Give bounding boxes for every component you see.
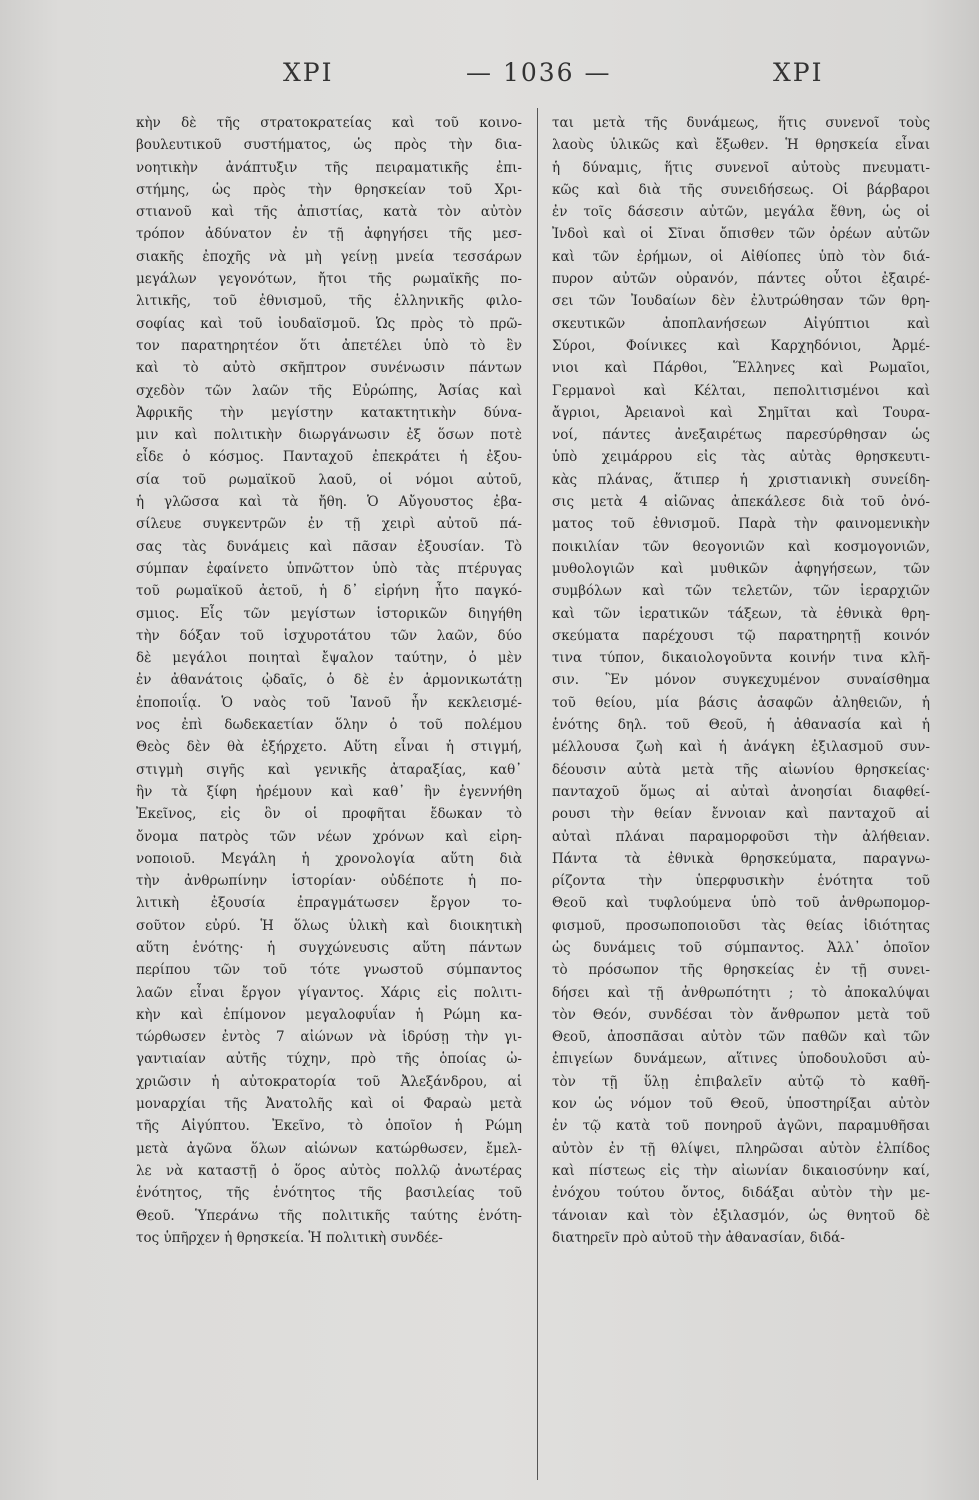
text-line: Θεὸς δὲν θὰ ἐξήρχετο. Αὕτη εἶναι ἡ στιγμή,	[136, 739, 522, 756]
page-number: — 1036 —	[466, 58, 612, 87]
text-line: σκεύματα παρέχουσι τῷ παρατηρητῇ κοινόν	[552, 627, 930, 644]
text-line: Ἀφρικῆς τὴν μεγίστην κατακτητικὴν δύνα-	[136, 404, 522, 421]
text-line: Πάντα τὰ ἐθνικὰ θρησκεύματα, παραγνω-	[552, 850, 930, 867]
text-line: σοῦτον εὐρύ. Ἡ ὅλως ὑλικὴ καὶ διοικητικὴ	[136, 917, 522, 934]
text-line: σοφίας καὶ τοῦ ἰουδαϊσμοῦ. Ὡς πρὸς τὸ πρῶ-	[136, 315, 522, 332]
running-head-left: ΧΡΙ	[283, 58, 334, 87]
text-line: αὐταὶ πλάναι παραμορφοῦσι τὴν ἀλήθειαν.	[552, 828, 930, 845]
text-line: ἡ δύναμις, ἥτις συνενοῖ αὐτοὺς πνευματι-	[552, 159, 930, 176]
text-line: τὸν τῇ ὕλῃ ἐπιβαλεῖν αὐτῷ τὸ καθῆ-	[552, 1073, 930, 1090]
text-line: λιτικῆς, τοῦ ἐθνισμοῦ, τῆς ἑλληνικῆς φιλο-	[136, 293, 522, 310]
text-line: κον ὡς νόμον τοῦ Θεοῦ, ὑποστηρίξαι αὐτὸν	[552, 1096, 930, 1113]
text-line: βουλευτικοῦ συστήματος, ὡς πρὸς τὴν δια-	[136, 137, 522, 154]
text-line: σύμπαν ἐφαίνετο ὑπνῶττον ὑπὸ τὰς πτέρυγας	[136, 560, 522, 577]
text-line: λαῶν εἶναι ἔργον γίγαντος. Χάρις εἰς πολιτι-	[136, 984, 522, 1001]
text-line: ἣν τὰ ξίφη ἠρέμουν καὶ καθ᾽ ἣν ἐγεννήθη	[136, 783, 522, 800]
text-line: Ἐκεῖνος, εἰς ὃν οἱ προφῆται ἔδωκαν τὸ	[136, 806, 522, 823]
text-line: ἐνόχου τούτου ὄντος, διδάξαι αὐτὸν τὴν με-	[552, 1185, 930, 1202]
text-line: συμβόλων καὶ τῶν τελετῶν, τῶν ἱεραρχιῶν	[552, 583, 930, 600]
text-line: σχεδὸν τῶν λαῶν τῆς Εὐρώπης, Ἀσίας καὶ	[136, 382, 522, 399]
text-line: Ἰνδοὶ καὶ οἱ Σῖναι ὄπισθεν τῶν ὀρέων αὐτῶν	[552, 226, 930, 243]
text-line: τώρθωσεν ἐντὸς 7 αἰώνων νὰ ἱδρύσῃ τὴν γι-	[136, 1029, 522, 1046]
text-line: σκευτικῶν ἀποπλανήσεων Αἰγύπτιοι καὶ	[552, 315, 930, 332]
text-line: Σύροι, Φοίνικες καὶ Καρχηδόνιοι, Ἀρμέ-	[552, 337, 930, 354]
text-line: καὶ τῶν ἐρήμων, οἱ Αἰθίοπες ὑπὸ τὸν διά-	[552, 248, 930, 265]
text-line: σιν. Ἓν μόνον συγκεχυμένον συναίσθημα	[552, 672, 930, 689]
text-line: δέουσιν αὐτὰ μετὰ τῆς αἰωνίου θρησκείας·	[552, 761, 930, 778]
running-head-right: ΧΡΙ	[773, 58, 824, 87]
text-line: σας τὰς δυνάμεις καὶ πᾶσαν ἐξουσίαν. Τὸ	[136, 538, 522, 555]
text-line: καὶ πίστεως εἰς τὴν αἰωνίαν δικαιοσύνην καί,	[552, 1162, 930, 1179]
text-line: δήσει καὶ τῇ ἀνθρωπότητι ; τὸ ἀποκαλύψαι	[552, 984, 930, 1001]
text-line: κὴν καὶ ἐπίμονον μεγαλοφυΐαν ἡ Ρώμη κα-	[136, 1006, 522, 1023]
text-line: ματος τοῦ ἐθνισμοῦ. Παρὰ τὴν φαινομενικὴν	[552, 516, 930, 533]
text-line: αὐτὸν ἐν τῇ θλίψει, πληρῶσαι αὐτὸν ἐλπίδος	[552, 1140, 930, 1157]
text-line: τος ὑπῆρχεν ἡ θρησκεία. Ἡ πολιτικὴ συνδέε-	[136, 1229, 443, 1246]
text-line: στιγμὴ σιγῆς καὶ γενικῆς ἀταραξίας, καθ᾽	[136, 761, 522, 778]
text-line: μιν καὶ πολιτικὴν διωργάνωσιν ἐξ ὅσων ποτὲ	[136, 427, 522, 444]
text-line: μυθολογιῶν καὶ μυθικῶν ἀφηγήσεων, τῶν	[552, 560, 930, 577]
text-column-right	[552, 112, 930, 1249]
text-line: τοῦ ρωμαϊκοῦ ἀετοῦ, ἡ δ᾽ εἰρήνη ἦτο παγκό-	[136, 583, 522, 600]
text-line: τὸν Θεόν, συνδέσαι τὸν ἄνθρωπον μετὰ τοῦ	[552, 1006, 930, 1023]
text-line: καὶ τῶν ἱερατικῶν τάξεων, τὰ ἐθνικὰ θρη-	[552, 605, 930, 622]
text-line: Θεοῦ. Ὑπεράνω τῆς πολιτικῆς ταύτης ἑνότη-	[136, 1207, 522, 1224]
text-line: πυρον αὐτῶν οὐρανόν, πάντες οὗτοι ἐξαιρέ-	[552, 271, 930, 288]
text-line: λιτικὴ ἐξουσία ἐπραγμάτωσεν ἔργον το-	[136, 895, 522, 912]
text-line: Γερμανοὶ καὶ Κέλται, πεπολιτισμένοι καὶ	[552, 382, 930, 399]
text-line: σία τοῦ ρωμαϊκοῦ λαοῦ, οἱ νόμοι αὐτοῦ,	[136, 471, 522, 488]
text-line: περίπου τῶν τοῦ τότε γνωστοῦ σύμπαντος	[136, 962, 522, 979]
text-line: κὰς πλάνας, ἅτιπερ ἡ χριστιανικὴ συνείδη-	[552, 471, 930, 488]
text-line: καὶ τὸ αὐτὸ σκῆπτρον συνένωσιν πάντων	[136, 360, 522, 377]
text-line: λαοὺς ὑλικῶς καὶ ἔξωθεν. Ἡ θρησκεία εἶναι	[552, 137, 930, 154]
text-line: τον παρατηρητέον ὅτι ἀπετέλει ὑπὸ τὸ ἓν	[136, 337, 522, 354]
text-line: τὴν ἀνθρωπίνην ἱστορίαν· οὐδέποτε ἡ πο-	[136, 873, 522, 890]
text-line: νιοι καὶ Πάρθοι, Ἕλληνες καὶ Ρωμαῖοι,	[552, 360, 930, 377]
text-line: τῆς Αἰγύπτου. Ἐκεῖνο, τὸ ὁποῖον ἡ Ρώμη	[136, 1118, 522, 1135]
text-line: ρίζοντα τὴν ὑπερφυσικὴν ἑνότητα τοῦ	[552, 873, 930, 890]
text-line: νος ἐπὶ δωδεκαετίαν ὅλην ὁ τοῦ πολέμου	[136, 717, 522, 734]
text-line: ἐν τοῖς δάσεσιν αὐτῶν, μεγάλα ἔθνη, ὡς οἱ	[552, 204, 930, 221]
text-line: κῶς καὶ διὰ τῆς συνειδήσεως. Οἱ βάρβαροι	[552, 181, 930, 198]
text-line: λε νὰ καταστῇ ὁ ὅρος αὐτὸς πολλῷ ἀνωτέρας	[136, 1162, 522, 1179]
text-line: σμιος. Εἷς τῶν μεγίστων ἱστορικῶν διηγήθη	[136, 605, 522, 622]
text-line: ἐποποιΐᾳ. Ὁ ναὸς τοῦ Ἰανοῦ ἦν κεκλεισμέ-	[136, 694, 522, 711]
text-line: Θεοῦ, ἀποσπᾶσαι αὐτὸν τῶν παθῶν καὶ τῶν	[552, 1029, 930, 1046]
text-line: ρουσι τὴν θείαν ἔννοιαν καὶ πανταχοῦ αἱ	[552, 806, 930, 823]
text-line: ἑνότης δηλ. τοῦ Θεοῦ, ἡ ἀθανασία καὶ ἡ	[552, 717, 930, 734]
text-line: ἄγριοι, Ἀρειανοὶ καὶ Σημῖται καὶ Τουρα-	[552, 404, 930, 421]
text-line: ἑνότητος, τῆς ἑνότητος τῆς βασιλείας τοῦ	[136, 1185, 522, 1202]
text-line: τρόπον ἀδύνατον ἐν τῇ ἀφηγήσει τῆς μεσ-	[136, 226, 522, 243]
text-line: μέλλουσα ζωὴ καὶ ἡ ἀνάγκη ἐξιλασμοῦ συν-	[552, 739, 930, 756]
text-line: ἐν ἀθανάτοις ᾠδαῖς, ὁ δὲ ἐν ἁρμονικωτάτῃ	[136, 672, 522, 689]
text-line: ἡ γλῶσσα καὶ τὰ ἤθη. Ὁ Αὔγουστος ἐβα-	[136, 494, 522, 511]
text-line: διατηρεῖν πρὸ αὐτοῦ τὴν ἀθανασίαν, διδά-	[552, 1229, 845, 1246]
text-line: ὡς δυνάμεις τοῦ σύμπαντος. Ἀλλ᾽ ὁποῖον	[552, 939, 930, 956]
text-line: ται μετὰ τῆς δυνάμεως, ἥτις συνενοῖ τοὺς	[552, 115, 930, 131]
text-line: αὕτη ἑνότης· ἡ συγχώνευσις αὕτη πάντων	[136, 939, 522, 956]
text-line: μεγάλων γεγονότων, ἤτοι τῆς ρωμαϊκῆς πο-	[136, 271, 522, 288]
text-line: φισμοῦ, προσωποποιοῦσι τὰς θείας ἰδιότητας	[552, 917, 930, 934]
text-line: σίλευε συγκεντρῶν ἐν τῇ χειρὶ αὐτοῦ πά-	[136, 516, 522, 533]
text-line: γαντιαίαν αὐτῆς τύχην, πρὸ τῆς ὁποίας ὠ-	[136, 1051, 522, 1068]
text-line: νοητικὴν ἀνάπτυξιν τῆς πειραματικῆς ἐπι-	[136, 159, 522, 176]
column-divider	[537, 108, 538, 1480]
text-line: τάνοιαν καὶ τὸν ἐξιλασμόν, ὡς θνητοῦ δὲ	[552, 1207, 930, 1224]
text-line: μοναρχίαι τῆς Ἀνατολῆς καὶ οἱ Φαραὼ μετὰ	[136, 1096, 522, 1113]
text-line: μετὰ ἀγῶνα ὅλων αἰώνων κατώρθωσεν, ἔμελ-	[136, 1140, 522, 1157]
text-line: ὄνομα πατρὸς τῶν νέων χρόνων καὶ εἰρη-	[136, 828, 522, 845]
text-line: κὴν δὲ τῆς στρατοκρατείας καὶ τοῦ κοινο-	[136, 115, 522, 131]
text-line: νοί, πάντες ἀνεξαιρέτως παρεσύρθησαν ὡς	[552, 427, 930, 444]
text-line: ἐπιγείων δυνάμεων, αἵτινες ὑποδουλοῦσι αὐ-	[552, 1051, 930, 1068]
text-line: στήμης, ὡς πρὸς τὴν θρησκείαν τοῦ Χρι-	[136, 181, 522, 198]
text-line: Θεοῦ καὶ τυφλούμενα ὑπὸ τοῦ ἀνθρωπομορ-	[552, 895, 930, 912]
text-line: πανταχοῦ ὅμως αἱ αὐταὶ ἀνοησίαι διαφθεί-	[552, 783, 930, 800]
text-line: σει τῶν Ἰουδαίων δὲν ἐλυτρώθησαν τῶν θρη-	[552, 293, 930, 310]
text-line: δὲ μεγάλοι ποιηταὶ ἔψαλον ταύτην, ὁ μὲν	[136, 650, 522, 667]
text-line: ὑπὸ χειμάρρου εἰς τὰς αὐτὰς θρησκευτι-	[552, 449, 930, 466]
text-line: νοποιοῦ. Μεγάλη ἡ χρονολογία αὕτη διὰ	[136, 850, 522, 867]
text-line: τὴν δόξαν τοῦ ἰσχυροτάτου τῶν λαῶν, δύο	[136, 627, 522, 644]
text-line: χριῶσιν ἡ αὐτοκρατορία τοῦ Ἀλεξάνδρου, αἱ	[136, 1073, 522, 1090]
text-column-left	[136, 112, 522, 1249]
text-line: τινα τύπον, δικαιολογοῦντα κοινήν τινα κλῆ-	[552, 650, 930, 667]
text-line: σις μετὰ 4 αἰῶνας ἀπεκάλεσε διὰ τοῦ ὀνό-	[552, 494, 930, 511]
text-line: ἐν τῷ κατὰ τοῦ πονηροῦ ἀγῶνι, παραμυθῆσαι	[552, 1118, 930, 1135]
text-line: σιακῆς ἐποχῆς νὰ μὴ γείνῃ μνεία τεσσάρων	[136, 248, 522, 265]
text-line: ποικιλίαν τῶν θεογονιῶν καὶ κοσμογονιῶν,	[552, 538, 930, 555]
text-line: τοῦ θείου, μία βάσις ἀσαφῶν ἀληθειῶν, ἡ	[552, 694, 930, 711]
text-line: στιανοῦ καὶ τῆς ἀπιστίας, κατὰ τὸν αὐτὸν	[136, 204, 522, 221]
text-line: τὸ πρόσωπον τῆς θρησκείας ἐν τῇ συνει-	[552, 962, 930, 979]
text-line: εἶδε ὁ κόσμος. Πανταχοῦ ἐπεκράτει ἡ ἐξου-	[136, 449, 522, 466]
